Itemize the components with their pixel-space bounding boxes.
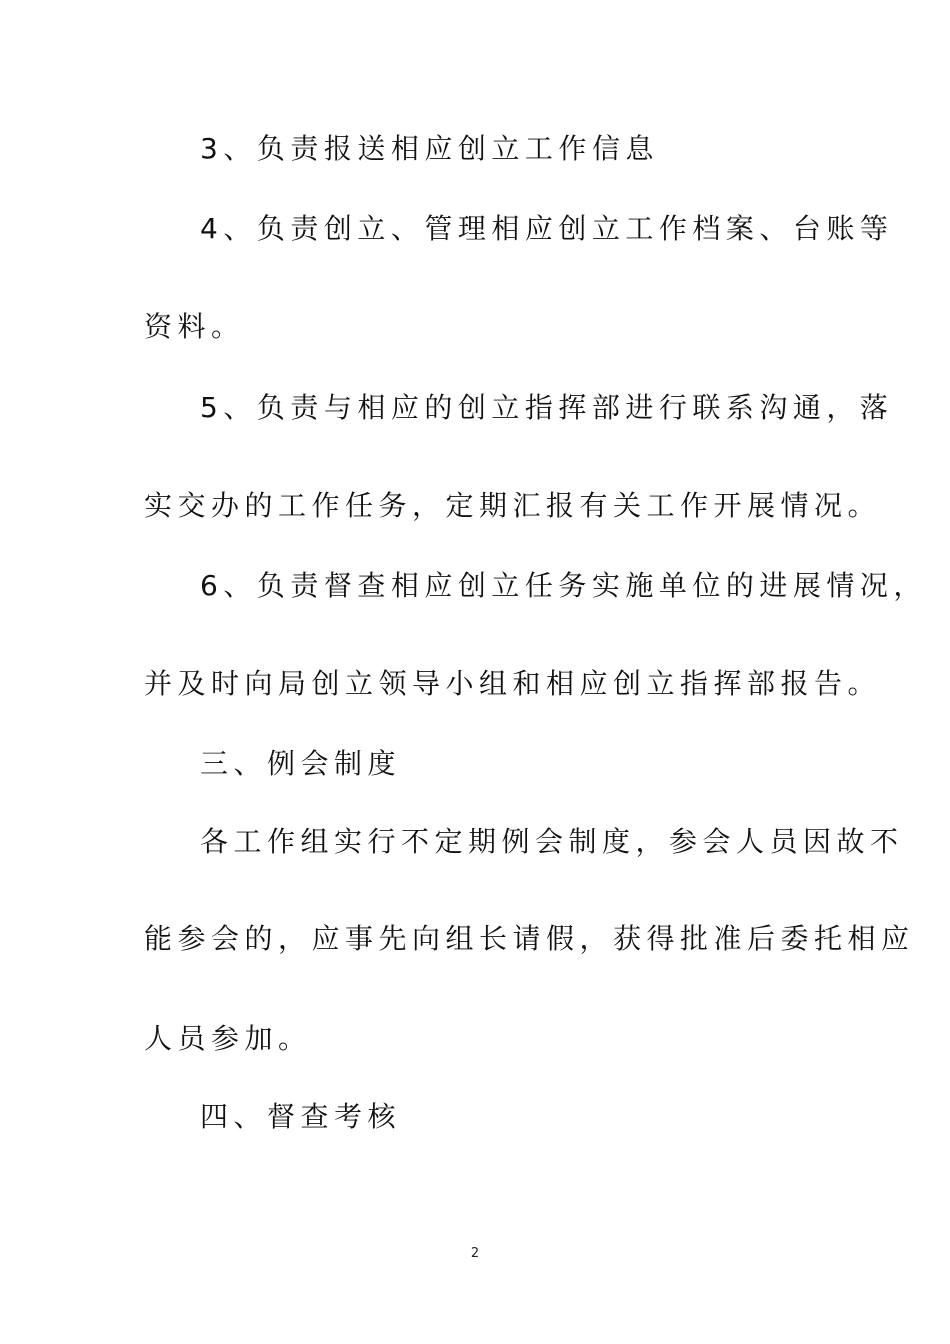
paragraph-meeting-line-2: 能参会的，应事先向组长请假，获得批准后委托相应	[144, 922, 915, 955]
list-item-4-line-2: 资料。	[144, 310, 245, 343]
paragraph-meeting-line-1: 各工作组实行不定期例会制度，参会人员因故不	[200, 825, 904, 858]
list-item-5-line-1: 5、负责与相应的创立指挥部进行联系沟通，落	[200, 391, 894, 424]
paragraph-meeting-line-3: 人员参加。	[144, 1022, 312, 1055]
list-item-6-line-2: 并及时向局创立领导小组和相应创立指挥部报告。	[144, 667, 882, 700]
section-heading-supervision: 四、督查考核	[200, 1100, 402, 1133]
list-item-5-line-2: 实交办的工作任务，定期汇报有关工作开展情况。	[144, 489, 882, 522]
list-item-4-line-1: 4、负责创立、管理相应创立工作档案、台账等	[200, 212, 894, 245]
list-item-3: 3、负责报送相应创立工作信息	[200, 132, 659, 165]
section-heading-meeting-system: 三、例会制度	[200, 747, 402, 780]
page-number: 2	[470, 1246, 480, 1261]
list-item-6-line-1: 6、负责督查相应创立任务实施单位的进展情况，	[200, 569, 927, 602]
